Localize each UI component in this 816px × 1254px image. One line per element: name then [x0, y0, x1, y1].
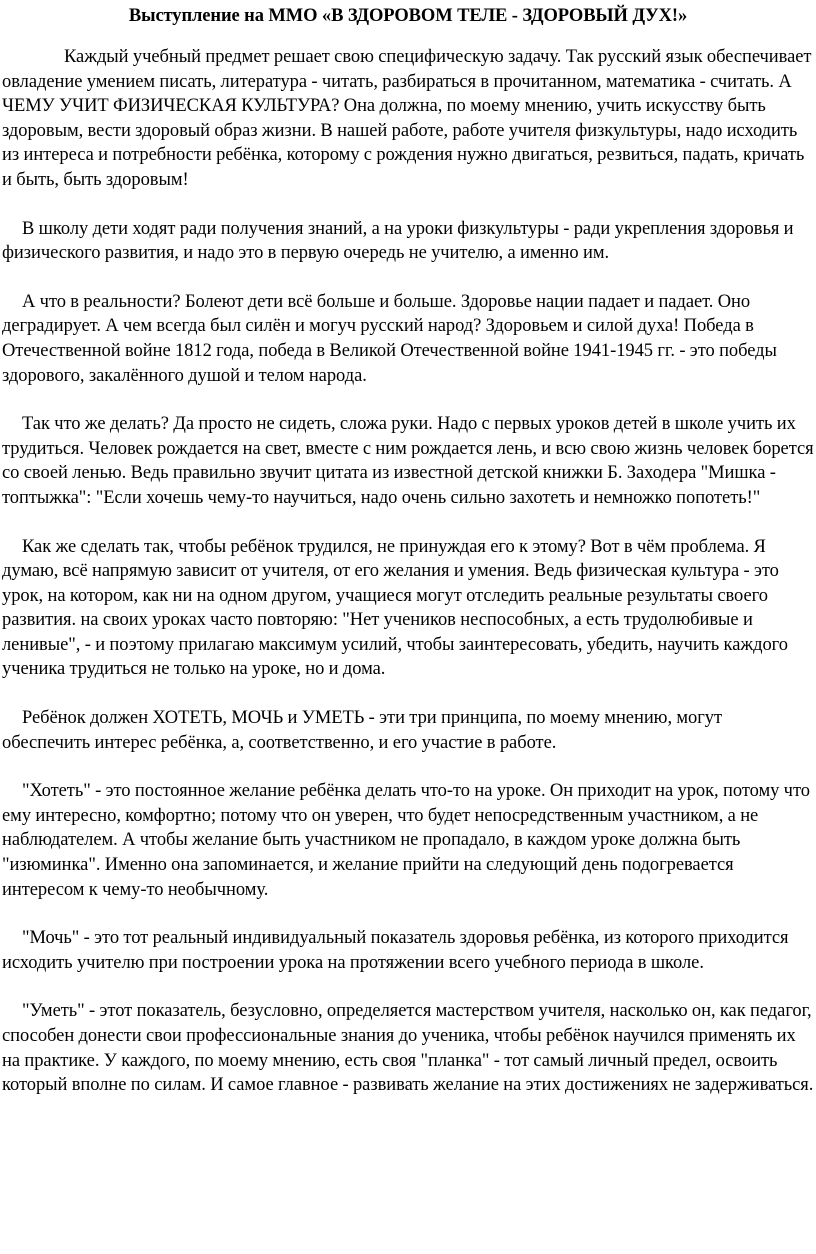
paragraph-reality: А что в реальности? Болеют дети всё больше и больше. Здоровье нации падает и падает. Оно деградирует. А чем всегда был силён и могуч русский народ? Здоровьем и силой духа! Победа в Отечественной войне 1812 года, победа в Великой Отечественной войне 1941-1945 гг. - это победы здорового, закалённого душой и телом народа. [2, 291, 777, 386]
paragraph-want: "Хотеть" - это постоянное желание ребёнка делать что-то на уроке. Он приходит на урок, потому что ему интересно, комфортно; потому что он уверен, что будет непосредственным участником, а не наблюдателем. А чтобы желание быть участником не пропадало, в каждом уроке должна быть "изюминка". Именно она запоминается, и желание прийти на следующий день подогревается интересом к чему-то необычному. [2, 781, 810, 900]
paragraph-school: В школу дети ходят ради получения знаний, а на уроки физкультуры - ради укрепления здоровья и физического развития, и надо это в первую очередь не учителю, а именно им. [2, 218, 794, 264]
paragraph-can: "Мочь" - это тот реальный индивидуальный показатель здоровья ребёнка, из которого приходится исходить учителю при построении урока на протяжении всего учебного периода в школе. [2, 928, 789, 973]
document-title: Выступление на ММО «В ЗДОРОВОМ ТЕЛЕ - ЗДОРОВЫЙ ДУХ!» [128, 6, 688, 26]
paragraph-how-to-make: Как же сделать так, чтобы ребёнок трудился, не принуждая его к этому? Вот в чём проблема. Я думаю, всё напрямую зависит от учителя, от его желания и умения. Ведь физическая культура - это урок, на котором, как ни на одном другом, учащиеся могут отследить реальные результаты своего развития. на своих уроках часто повторяю: "Нет учеников неспособных, а есть трудолюбивые и ленивые", - и поэтому прилагаю максимум усилий, чтобы заинтересовать, убедить, научить каждого ученика трудиться не только на уроке, но и дома. [2, 536, 788, 680]
paragraph-intro: Каждый учебный предмет решает свою специфическую задачу. Так русский язык обеспечивает овладение умением писать, литература - читать, разбираться в прочитанном, математика - считать. А ЧЕМУ УЧИТ ФИЗИЧЕСКАЯ КУЛЬТУРА? Она должна, по моему мнению, учить искусству быть здоровым, вести здоровый образ жизни. В нашей работе, работе учителя физкультуры, надо исходить из интереса и потребности ребёнка, которому с рождения нужно двигаться, резвиться, падать, кричать и быть, быть здоровым! [2, 47, 812, 190]
paragraph-principles: Ребёнок должен ХОТЕТЬ, МОЧЬ и УМЕТЬ - эти три принципа, по моему мнению, могут обеспечить интерес ребёнка, а, соответственно, и его участие в работе. [2, 708, 723, 753]
paragraph-able: "Уметь" - этот показатель, безусловно, определяется мастерством учителя, насколько он, как педагог, способен донести свои профессиональные знания до ученика, чтобы ребёнок научился применять их на практике. У каждого, по моему мнению, есть своя "планка" - тот самый личный предел, освоить который вполне по силам. И самое главное - развивать желание на этих достижениях не задерживаться. [2, 1001, 814, 1096]
paragraph-what-to-do: Так что же делать? Да просто не сидеть, сложа руки. Надо с первых уроков детей в школе учить их трудиться. Человек рождается на свет, вместе с ним рождается лень, и всю свою жизнь человек борется со своей ленью. Ведь правильно звучит цитата из известной детской книжки Б. Заходера "Мишка - топтыжка": "Если хочешь чему-то научиться, надо очень сильно захотеть и немножко попотеть!" [2, 414, 814, 508]
